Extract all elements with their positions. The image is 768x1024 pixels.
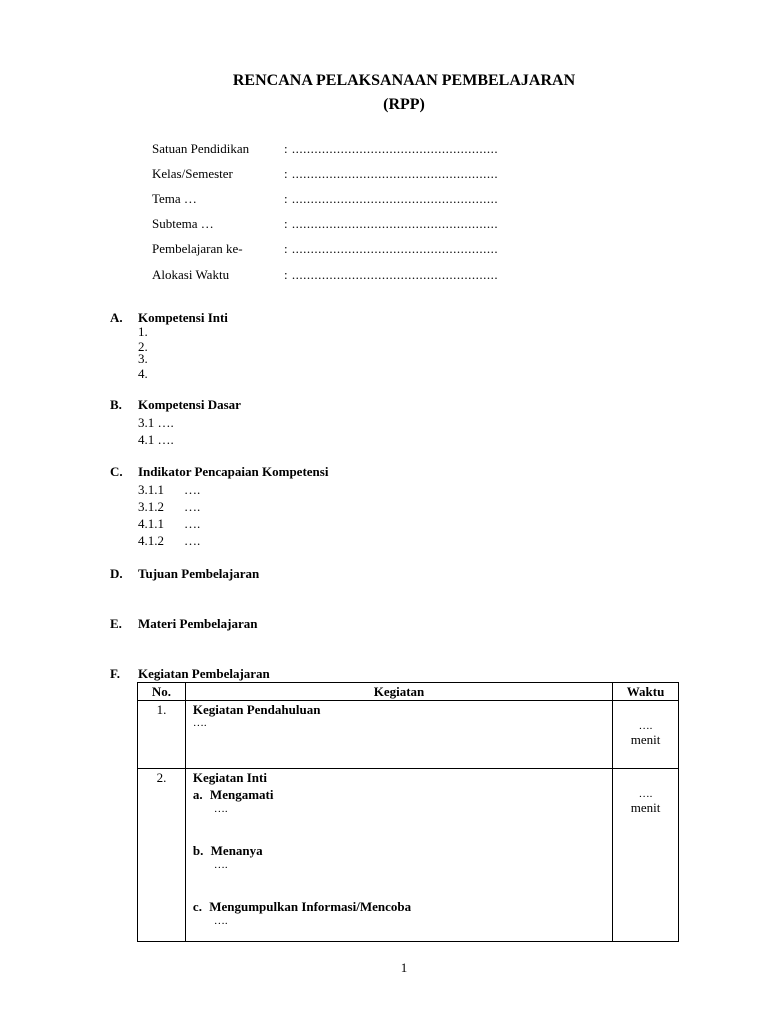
row1-title: Kegiatan Pendahuluan	[192, 702, 321, 717]
section-a-title: Kompetensi Inti	[138, 310, 228, 325]
row1-kegiatan	[185, 701, 612, 769]
row1-body: ….	[192, 717, 207, 729]
identity-value-satuan: : .......................................................	[284, 141, 499, 156]
row1-waktu	[613, 701, 679, 769]
header-no: No.	[138, 683, 186, 701]
table-row	[138, 769, 679, 942]
section-e-letter: E.	[110, 616, 122, 631]
sub-title: Menanya	[210, 843, 263, 858]
sub-label: a.	[192, 787, 203, 802]
identity-label-subtema: Subtema …	[152, 216, 214, 231]
sub-body: ….	[213, 859, 228, 871]
indicator-text: ….	[184, 499, 201, 514]
sub-title: Mengamati	[209, 787, 274, 802]
document-title: RENCANA PELAKSANAAN PEMBELAJARAN	[232, 72, 576, 89]
identity-label-alokasi: Alokasi Waktu	[152, 267, 230, 282]
section-e-title: Materi Pembelajaran	[138, 616, 258, 631]
sub-label: b.	[192, 843, 204, 858]
document-subtitle: (RPP)	[383, 96, 425, 113]
section-b-letter: B.	[110, 397, 122, 412]
list-item: 4.1 ….	[138, 432, 174, 447]
indicator-number: 4.1.1	[138, 516, 164, 531]
list-item: 3.1 ….	[138, 415, 174, 430]
identity-value-tema: : .......................................................	[284, 191, 499, 206]
list-item: 4.	[138, 366, 148, 381]
row2-sub-c	[186, 899, 612, 915]
indicator-text: ….	[184, 516, 201, 531]
row2-kegiatan	[185, 769, 612, 942]
indicator-number: 4.1.2	[138, 533, 164, 548]
section-f-letter: F.	[110, 666, 120, 681]
row2-waktu-dots: ….	[638, 788, 653, 800]
header-kegiatan: Kegiatan	[185, 683, 612, 701]
sub-label: c.	[192, 899, 202, 914]
section-c-letter: C.	[110, 464, 123, 479]
section-f-title: Kegiatan Pembelajaran	[138, 666, 270, 681]
indicator-number: 3.1.2	[138, 499, 164, 514]
indicator-text: ….	[184, 482, 201, 497]
page-number: 1	[400, 960, 408, 975]
sub-body: ….	[213, 915, 228, 927]
indicator-number: 3.1.1	[138, 482, 164, 497]
indicator-text: ….	[184, 533, 201, 548]
identity-label-pembelajaran: Pembelajaran ke-	[152, 241, 243, 256]
identity-label-tema: Tema …	[152, 191, 197, 206]
row2-waktu-unit: menit	[630, 800, 661, 815]
row2-title: Kegiatan Inti	[192, 770, 267, 785]
sub-body: ….	[213, 803, 228, 815]
row1-no: 1.	[138, 701, 186, 769]
table-header-row	[138, 683, 679, 701]
sub-title: Mengumpulkan Informasi/Mencoba	[209, 899, 412, 914]
identity-value-pembelajaran: : .......................................................	[284, 241, 499, 256]
section-a-letter: A.	[110, 310, 123, 325]
list-item: 1.	[138, 324, 148, 339]
section-b-title: Kompetensi Dasar	[138, 397, 241, 412]
row2-sub-a	[186, 787, 612, 803]
identity-label-satuan: Satuan Pendidikan	[152, 141, 250, 156]
section-d-letter: D.	[110, 566, 123, 581]
row2-no: 2.	[138, 769, 186, 942]
kegiatan-table	[137, 682, 679, 942]
row2-sub-b	[186, 843, 612, 859]
identity-label-kelas: Kelas/Semester	[152, 166, 233, 181]
row1-waktu-unit: menit	[630, 732, 661, 747]
table-row	[138, 701, 679, 769]
section-c-title: Indikator Pencapaian Kompetensi	[138, 464, 329, 479]
row1-waktu-dots: ….	[638, 720, 653, 732]
row2-waktu	[613, 769, 679, 942]
list-item: 3.	[138, 351, 148, 366]
list-item: 2.	[138, 339, 148, 354]
identity-value-subtema: : .......................................................	[284, 216, 499, 231]
identity-value-alokasi: : .......................................................	[284, 267, 499, 282]
header-waktu: Waktu	[613, 683, 679, 701]
section-d-title: Tujuan Pembelajaran	[138, 566, 260, 581]
identity-value-kelas: : .......................................................	[284, 166, 499, 181]
